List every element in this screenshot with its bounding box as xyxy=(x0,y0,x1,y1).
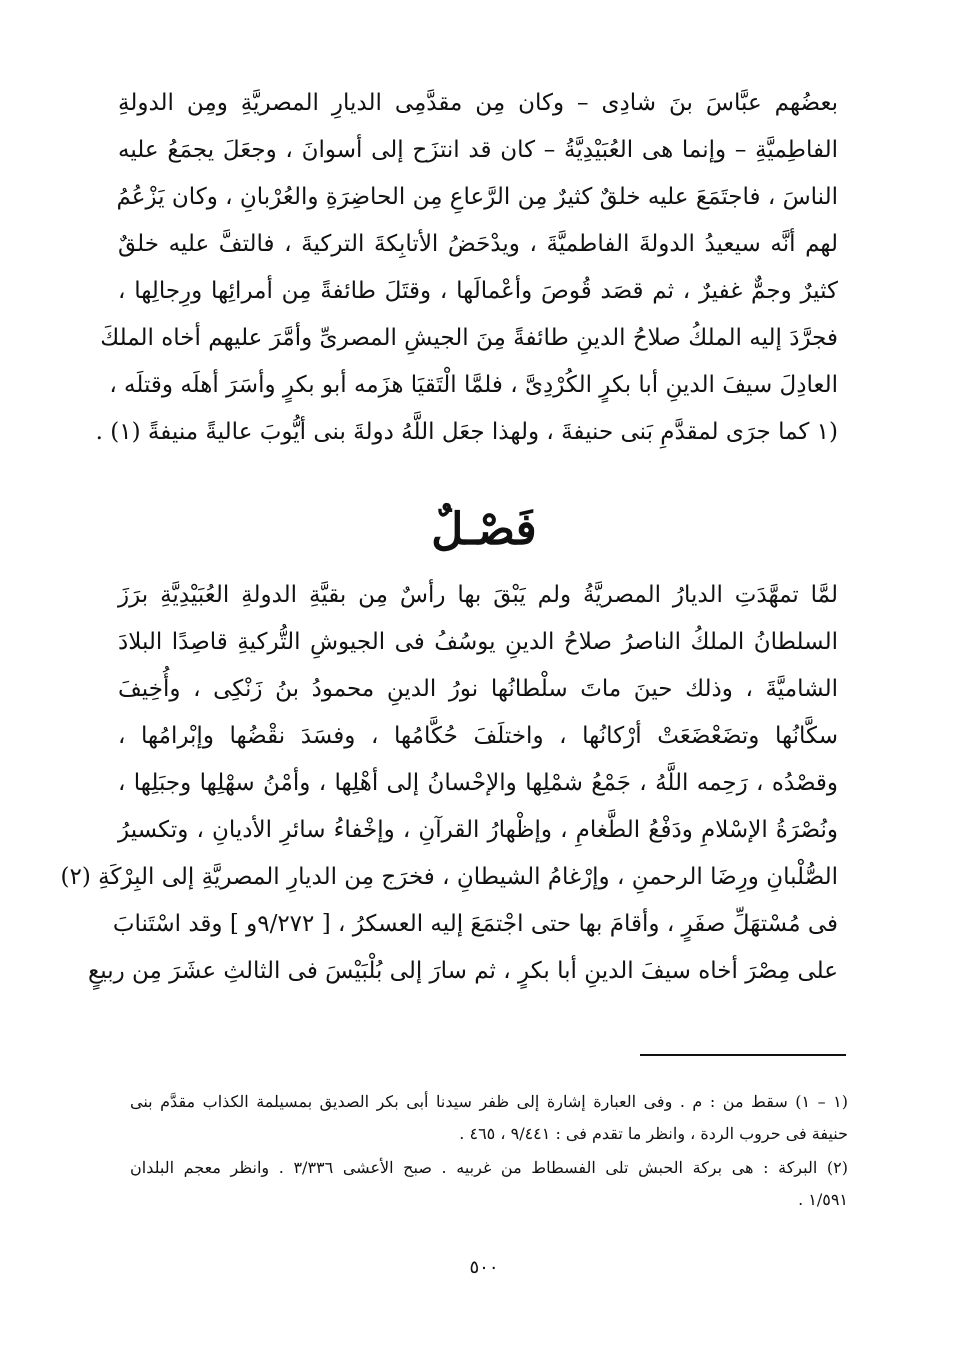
body-line: الصُّلْبانِ ورِضَا الرحمنِ ، وإرْغامُ الشيطانِ ، فخرَج مِن الديارِ المصريَّةِ إلى البِرْكَةِ (٢) xyxy=(60,864,838,890)
body-line: على مِصْرَ أخاه سيفَ الدينِ أبا بكرٍ ، ثم سارَ إلى بُلْبَيْسَ فى الثالثِ عشَرَ مِن ربيعٍ xyxy=(88,958,838,984)
body-line: ونُصْرَةُ الإسْلامِ ودَفْعُ الطَّغامِ ، وإظْهارُ القرآنِ ، وإخْفاءُ سائرِ الأديانِ ، وتكسيرُ xyxy=(118,817,838,843)
body-line: (١ كما جرَى لمقدَّمِ بَنى حنيفةَ ، ولهذا جعَل اللَّهُ دولةَ بنى أيُّوبَ عاليةً منيفةً (١) . xyxy=(95,419,838,445)
body-line: الناسَ ، فاجتَمَعَ عليه خلقٌ كثيرٌ مِن الرَّعاعِ مِن الحاضِرَةِ والعُرْبانِ ، وكان يَزْعُمُ xyxy=(116,184,838,210)
body-line: كثيرٌ وجمٌّ غفيرٌ ، ثم قصَد قُوصَ وأعْمالَها ، وقتَلَ طائفةً مِن أمرائِها ورِجالِها ، xyxy=(118,278,838,304)
footnote-divider xyxy=(640,1054,846,1056)
body-line: فجرَّدَ إليه الملكُ صلاحُ الدينِ طائفةً مِنَ الجيشِ المصرىِّ وأمَّرَ عليهم أخاه الملكَ xyxy=(100,325,838,351)
footnote-line: ١/٥٩١ . xyxy=(798,1190,848,1209)
body-line: العادِلَ سيفَ الدينِ أبا بكرٍ الكُرْدِىَّ ، فلمَّا الْتَقيَا هزَمه أبو بكرٍ وأسَرَ أهلَه وقتلَه ، xyxy=(109,372,838,398)
footnote-line: (١ – ١) سقط من : م . وفى العبارة إشارة إلى ظفر سيدنا أبى بكر الصديق بمسيلمة الكذاب مقدَّم بنى xyxy=(130,1092,849,1111)
body-line: سكَّانُها وتضَعْضَعَتْ أرْكانُها ، واختلَفَ حُكَّامُها ، وفسَدَ نقْضُها وإبْرامُها ، xyxy=(118,723,838,749)
page-number: ٥٠٠ xyxy=(469,1257,499,1278)
body-line: لمَّا تمهَّدَتِ الديارُ المصريَّةُ ولم يَبْقَ بها رأسٌ مِن بقيَّةِ الدولةِ العُبَيْدِيَّةِ برَزَ xyxy=(118,582,838,608)
body-line: الفاطِميَّةِ – وإنما هى العُبَيْدِيَّةُ – كان قد انتزَح إلى أسوانَ ، وجعَلَ يجمَعُ عليه xyxy=(118,137,838,163)
footnote-line: (٢) البركة : هى بركة الحبش تلى الفسطاط من غربيه . صبح الأعشى ٣/٣٣٦ . وانظر معجم البلدان xyxy=(130,1158,848,1177)
section-heading: فَصْـلٌ xyxy=(431,504,537,555)
footnote-line: حنيفة فى حروب الردة ، وانظر ما تقدم فى : ٩/٤٤١ ، ٤٦٥ . xyxy=(459,1124,848,1143)
body-line: السلطانُ الملكُ الناصرُ صلاحُ الدينِ يوسُفُ فى الجيوشِ التُّركيةِ قاصِدًا البلادَ xyxy=(118,629,838,655)
body-line: فى مُسْتهَلِّ صفَرٍ ، وأقامَ بها حتى اجْتمَعَ إليه العسكرُ ، [ ٩/٢٧٢و ] وقد اسْتَنابَ xyxy=(112,911,838,937)
body-line: وقصْدُه ، رَحِمه اللَّهُ ، جَمْعُ شمْلِها والإحْسانُ إلى أهْلِها ، وأمْنُ سهْلِها وجبَلِها ، xyxy=(118,770,838,796)
body-line: الشاميَّةَ ، وذلك حينَ ماتَ سلْطانُها نورُ الدينِ محمودُ بنُ زَنْكِى ، وأُخِيفَ xyxy=(118,676,838,702)
body-line: بعضُهم عبَّاسَ بنَ شادِى – وكان مِن مقدَّمِى الديارِ المصريَّةِ ومِن الدولةِ xyxy=(118,90,838,116)
body-line: لهم أنَّه سيعيدُ الدولةَ الفاطميَّةَ ، ويدْحَضُ الأتابِكةَ التركيةَ ، فالتفَّ عليه خلقٌ xyxy=(118,231,838,257)
